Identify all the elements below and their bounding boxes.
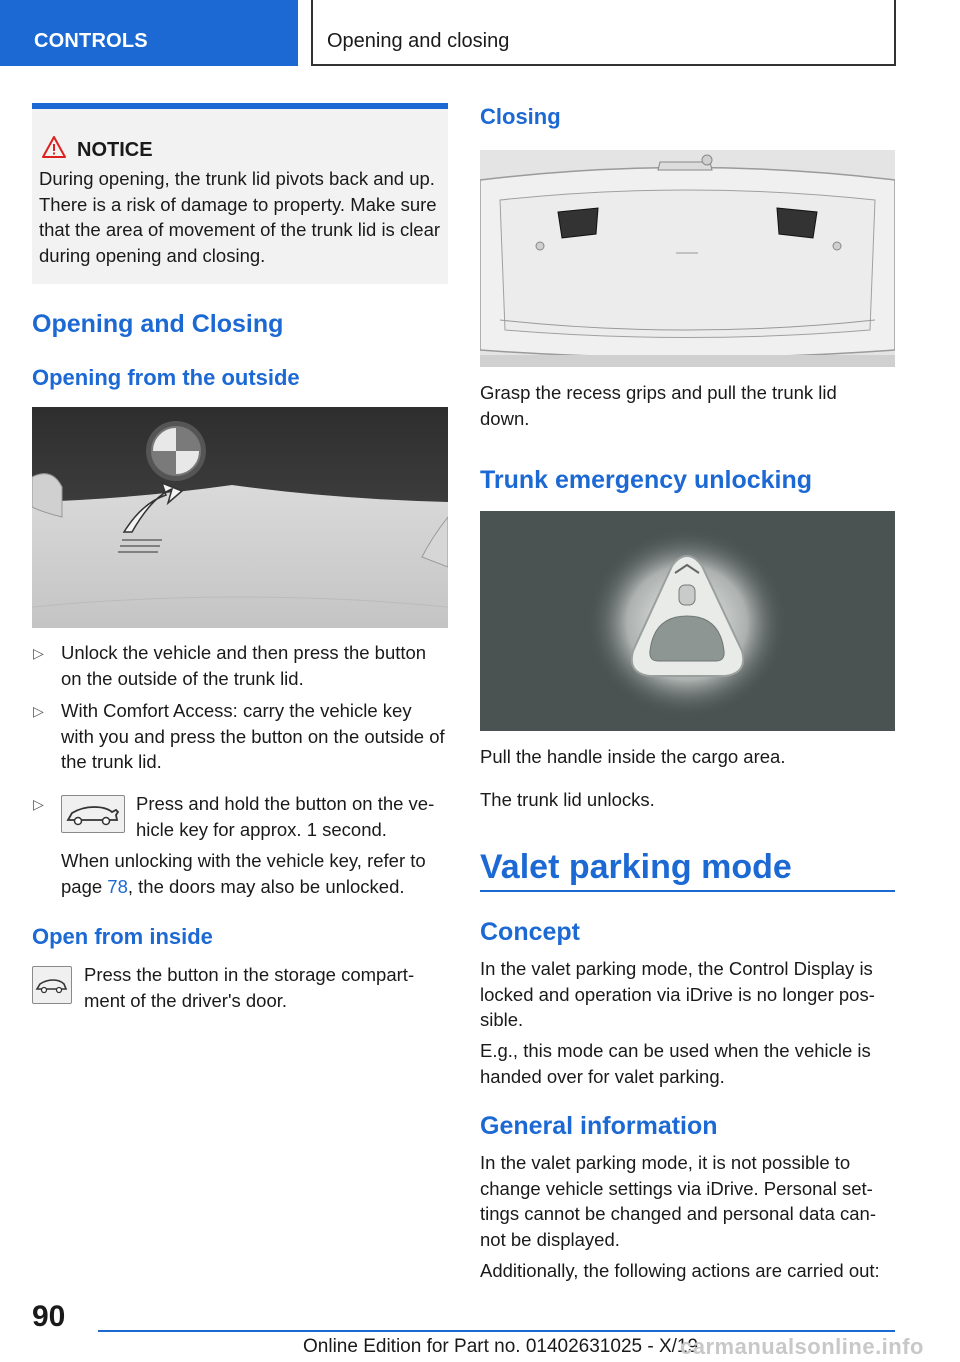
general-text-2: Additionally, the following actions are carried out: [480, 1260, 880, 1281]
heading-general-info: General information [480, 1112, 718, 1140]
key-note-text [61, 848, 445, 899]
trunk-button-image [32, 407, 448, 628]
heading-concept: Concept [480, 918, 580, 946]
heading-opening-closing: Opening and Closing [32, 310, 284, 338]
page-number: 90 [32, 1300, 66, 1333]
bullet-icon: ▷ [33, 703, 44, 719]
bullet-icon: ▷ [33, 796, 44, 812]
section-label: CONTROLS [34, 30, 148, 52]
notice-text: During opening, the trunk lid pivots back and up. There is a risk of damage to property. Make sure that the area of movement of the trunk lid is clear during opening and closing. [39, 168, 441, 266]
chapter-label: Opening and closing [327, 30, 510, 52]
key-note-post: , the doors may also be unlocked. [127, 875, 405, 897]
bullet-text: Press and hold the button on the vehicle key for approx. 1 second. [136, 793, 435, 840]
heading-valet-parking: Valet parking mode [480, 848, 792, 886]
concept-text: In the valet parking mode, the Control Display is locked and operation via iDrive is no longer possible. [480, 958, 875, 1030]
closing-text: Grasp the recess grips and pull the trunk lid down. [480, 382, 837, 429]
concept-text-2: E.g., this mode can be used when the vehicle is handed over for valet parking. [480, 1040, 871, 1087]
heading-opening-outside: Opening from the outside [32, 365, 300, 390]
emergency-handle-image [480, 511, 895, 731]
open-inside-text: Press the button in the storage compartment of the driver's door. [84, 964, 415, 1011]
bullet-text: Unlock the vehicle and then press the button on the outside of the trunk lid. [61, 642, 427, 689]
warning-icon [42, 136, 66, 158]
watermark: carmanualsonline.info [680, 1334, 924, 1359]
chapter-header [311, 0, 896, 66]
key-note-pre: When unlocking with the vehicle key, refer to page [61, 850, 426, 897]
trunk-key-button-icon [61, 795, 125, 833]
trunk-lid-interior-image [480, 150, 895, 367]
notice-title: NOTICE [77, 139, 153, 161]
footer-divider [98, 1330, 895, 1332]
trunk-unlocks-text: The trunk lid unlocks. [480, 789, 655, 810]
bullet-text: With Comfort Access: carry the vehicle key with you and press the button on the outside of the trunk lid. [61, 700, 445, 772]
notice-box [32, 103, 448, 284]
page-link[interactable]: 78 [107, 875, 128, 897]
section-divider [480, 890, 895, 892]
section-tab [0, 0, 298, 66]
pull-handle-text: Pull the handle inside the cargo area. [480, 746, 786, 767]
heading-open-inside: Open from inside [32, 924, 213, 949]
heading-closing: Closing [480, 104, 561, 129]
bullet-icon: ▷ [33, 645, 44, 661]
edition-text: Online Edition for Part no. 01402631025 - X/19 [303, 1336, 699, 1357]
general-text: In the valet parking mode, it is not possible to change vehicle settings via iDrive. Personal settings cannot be changed and personal data cannot be displayed. [480, 1152, 876, 1250]
heading-emergency-unlocking: Trunk emergency unlocking [480, 466, 813, 494]
door-button-icon [32, 966, 72, 1004]
